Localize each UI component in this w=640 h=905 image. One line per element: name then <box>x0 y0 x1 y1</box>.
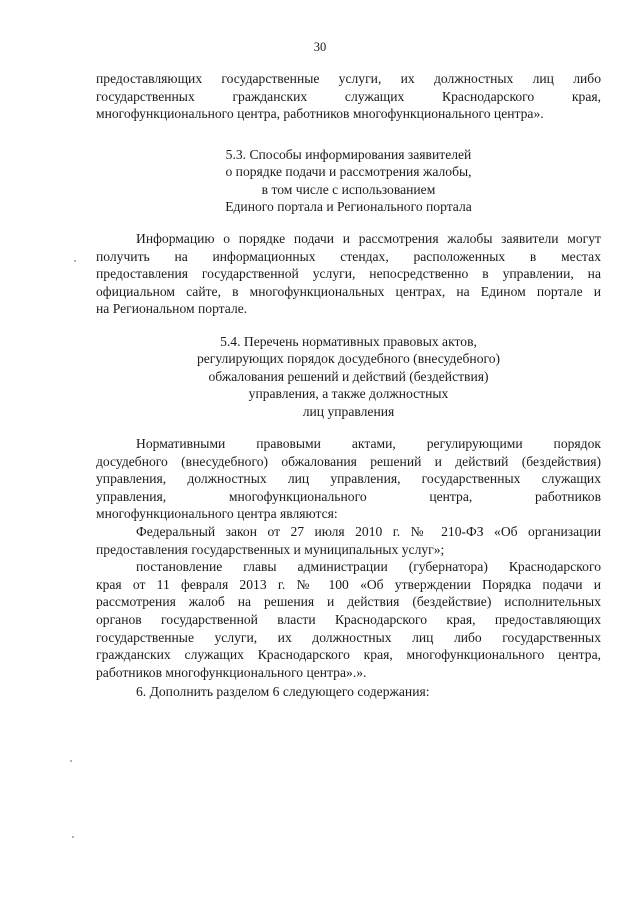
text-line: постановление главы администрации (губернатора) Краснодарского <box>136 559 601 575</box>
text-line: досудебного (внесудебного) обжалования решений и действий (бездействия) <box>96 453 601 469</box>
text-line: управления, должностных лиц управления, государственных служащих <box>96 471 601 487</box>
text-line: государственные услуги, их должностных лиц либо государственных <box>96 629 601 645</box>
heading-line: 5.4. Перечень нормативных правовых актов, <box>220 334 477 349</box>
text-line: Нормативными правовыми актами, регулирующими порядок <box>136 436 601 451</box>
scan-speck <box>72 836 74 838</box>
section-5-3-heading <box>96 146 601 216</box>
section-5-3-paragraph <box>96 230 601 318</box>
text-line: гражданских служащих Краснодарского края, многофункционального центра, <box>96 647 601 663</box>
text-line: рассмотрения жалоб на решения и действия (бездействие) исполнительных <box>96 594 601 610</box>
text-line: на Региональном портале. <box>96 301 248 317</box>
section-5-4-paragraph <box>96 435 601 681</box>
text-line: получить на информационных стендах, расположенных в местах <box>96 248 601 264</box>
heading-line: о порядке подачи и рассмотрения жалобы, <box>225 164 472 180</box>
heading-line: регулирующих порядок досудебного (внесудебного) <box>196 351 501 367</box>
text-line: предоставления государственных и муниципальных услуг»; <box>96 541 445 557</box>
text-line: предоставляющих государственные услуги, их должностных лиц либо <box>96 71 601 86</box>
heading-line: 5.3. Способы информирования заявителей <box>225 147 472 162</box>
heading-line: Единого портала и Регионального портала <box>225 199 472 215</box>
heading-line: управления, а также должностных <box>248 386 449 402</box>
page-number: 30 <box>313 40 327 54</box>
heading-line: лиц управления <box>302 403 395 419</box>
item-6-paragraph <box>96 683 601 701</box>
text-line: управления, многофункционального центра, работников <box>96 488 601 504</box>
text-line: органов государственной власти Краснодарского края, предоставляющих <box>96 611 601 627</box>
text-line: многофункционального центра являются: <box>96 506 338 522</box>
text-line: Федеральный закон от 27 июля 2010 г. № 210-ФЗ «Об организации <box>136 523 601 539</box>
text-line: многофункционального центра, работников многофункционального центра». <box>96 106 544 122</box>
heading-line: в том числе с использованием <box>261 181 436 197</box>
scan-speck <box>74 260 76 262</box>
text-line: официальном сайте, в многофункциональных центрах, на Едином портале и <box>96 283 601 299</box>
text-line: работников многофункционального центра».». <box>96 664 367 680</box>
text-line: предоставления государственной услуги, непосредственно в управлении, на <box>96 266 601 282</box>
heading-line: обжалования решений и действий (бездействия) <box>208 368 489 384</box>
scan-speck <box>70 760 72 762</box>
text-line: края от 11 февраля 2013 г. № 100 «Об утверждении Порядка подачи и <box>96 576 601 592</box>
text-line: 6. Дополнить разделом 6 следующего содержания: <box>136 684 430 699</box>
text-line: Информацию о порядке подачи и рассмотрения жалобы заявители могут <box>136 231 601 246</box>
section-5-4-heading <box>96 333 601 420</box>
intro-paragraph <box>96 70 601 123</box>
text-line: государственных гражданских служащих Краснодарского края, <box>96 88 601 104</box>
